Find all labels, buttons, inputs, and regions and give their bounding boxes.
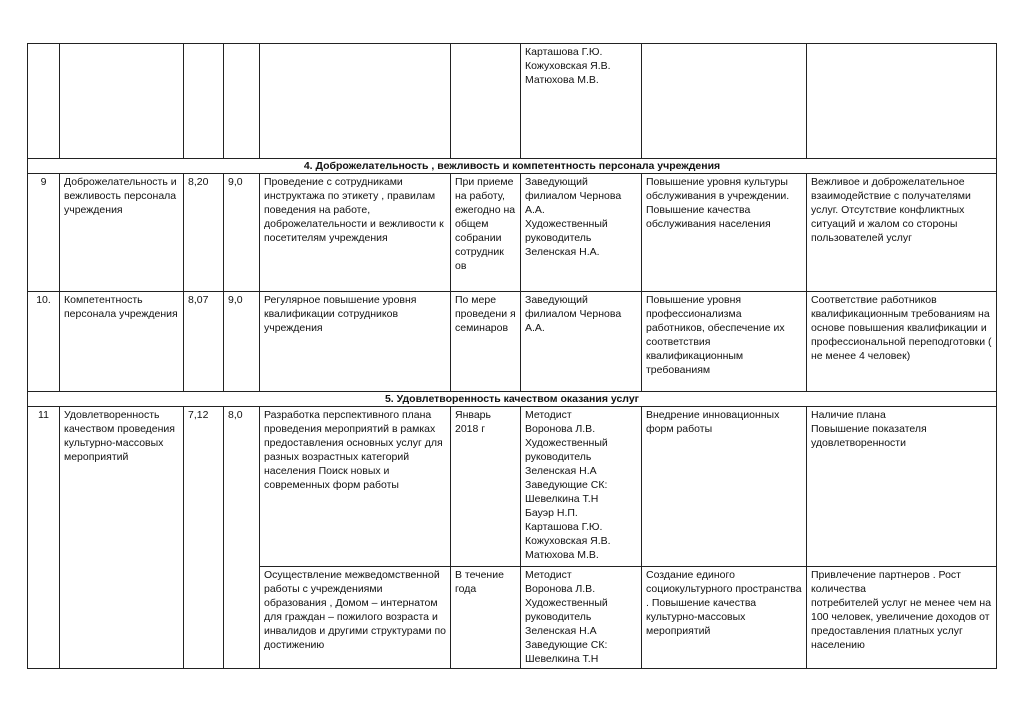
cell-term: При приеме на работу, ежегодно на общем собрании сотрудник ов — [451, 174, 521, 292]
table-row — [28, 44, 997, 159]
cell-indicator: Наличие плана Повышение показателя удовлетворенности — [807, 407, 997, 567]
cell-indicator — [807, 44, 997, 159]
cell-responsible: Заведующий филиалом Чернова А.А. — [521, 292, 642, 392]
cell-criterion: Компетентность персонала учреждения — [60, 292, 184, 392]
cell-score: 8,20 — [184, 174, 224, 292]
cell-criterion — [60, 44, 184, 159]
cell-indicator: Вежливое и доброжелательное взаимодействие с получателями услуг. Отсутствие конфликтных ситуаций и жалом со стороны пользователей услуг — [807, 174, 997, 292]
section-row — [28, 392, 997, 407]
cell-criterion: Доброжелательность и вежливость персонала учреждения — [60, 174, 184, 292]
table-row — [28, 407, 997, 567]
cell-indicator: Привлечение партнеров . Рост количества потребителей услуг не менее чем на 100 человек, увеличение доходов от предоставления платных услуг населению — [807, 567, 997, 669]
cell-score: 7,12 — [184, 407, 224, 669]
cell-target — [224, 44, 260, 159]
cell-term: По мере проведени я семинаров — [451, 292, 521, 392]
cell-term — [451, 44, 521, 159]
cell-result — [642, 44, 807, 159]
cell-criterion: Удовлетворенность качеством проведения культурно-массовых мероприятий — [60, 407, 184, 669]
cell-responsible: Методист Воронова Л.В. Художественный руководитель Зеленская Н.А Заведующие СК: Шевелкина Т.Н Бауэр Н.П. Карташова Г.Ю. Кожуховская Я.В. Матюхова М.В. — [521, 407, 642, 567]
cell-responsible: Методист Воронова Л.В. Художественный руководитель Зеленская Н.А Заведующие СК: Шевелкина Т.Н — [521, 567, 642, 669]
cell-num: 9 — [28, 174, 60, 292]
cell-result: Создание единого социокультурного пространства . Повышение качества культурно-массовых мероприятий — [642, 567, 807, 669]
section-title-4: 4. Доброжелательность , вежливость и компетентность персонала учреждения — [28, 159, 997, 174]
cell-score: 8,07 — [184, 292, 224, 392]
cell-term: В течение года — [451, 567, 521, 669]
table-row — [28, 174, 997, 292]
cell-num — [28, 44, 60, 159]
cell-result: Повышение уровня профессионализма работников, обеспечение их соответствия квалификационным требованиям — [642, 292, 807, 392]
cell-num: 11 — [28, 407, 60, 669]
cell-target: 9,0 — [224, 292, 260, 392]
section-title-5: 5. Удовлетворенность качеством оказания услуг — [28, 392, 997, 407]
document-table — [27, 43, 997, 669]
cell-measure: Осуществление межведомственной работы с учреждениями образования , Домом – интернатом для граждан – пожилого возраста и инвалидов и другими структурами по достижению — [260, 567, 451, 669]
cell-score — [184, 44, 224, 159]
table-row — [28, 292, 997, 392]
cell-term: Январь 2018 г — [451, 407, 521, 567]
cell-target: 9,0 — [224, 174, 260, 292]
cell-num: 10. — [28, 292, 60, 392]
cell-measure: Регулярное повышение уровня квалификации сотрудников учреждения — [260, 292, 451, 392]
cell-result: Внедрение инновационных форм работы — [642, 407, 807, 567]
cell-responsible: Карташова Г.Ю. Кожуховская Я.В. Матюхова М.В. — [521, 44, 642, 159]
cell-measure: Разработка перспективного плана проведения мероприятий в рамках предоставления основных услуг для разных возрастных категорий населения Поиск новых и современных форм работы — [260, 407, 451, 567]
cell-responsible: Заведующий филиалом Чернова А.А. Художественный руководитель Зеленская Н.А. — [521, 174, 642, 292]
cell-measure — [260, 44, 451, 159]
cell-indicator: Соответствие работников квалификационным требованиям на основе повышения квалификации и профессиональной переподготовки ( не менее 4 человек) — [807, 292, 997, 392]
cell-result: Повышение уровня культуры обслуживания в учреждении. Повышение качества обслуживания населения — [642, 174, 807, 292]
section-row — [28, 159, 997, 174]
cell-measure: Проведение с сотрудниками инструктажа по этикету , правилам поведения на работе, доброжелательности и вежливости к посетителям учреждения — [260, 174, 451, 292]
cell-target: 8,0 — [224, 407, 260, 669]
